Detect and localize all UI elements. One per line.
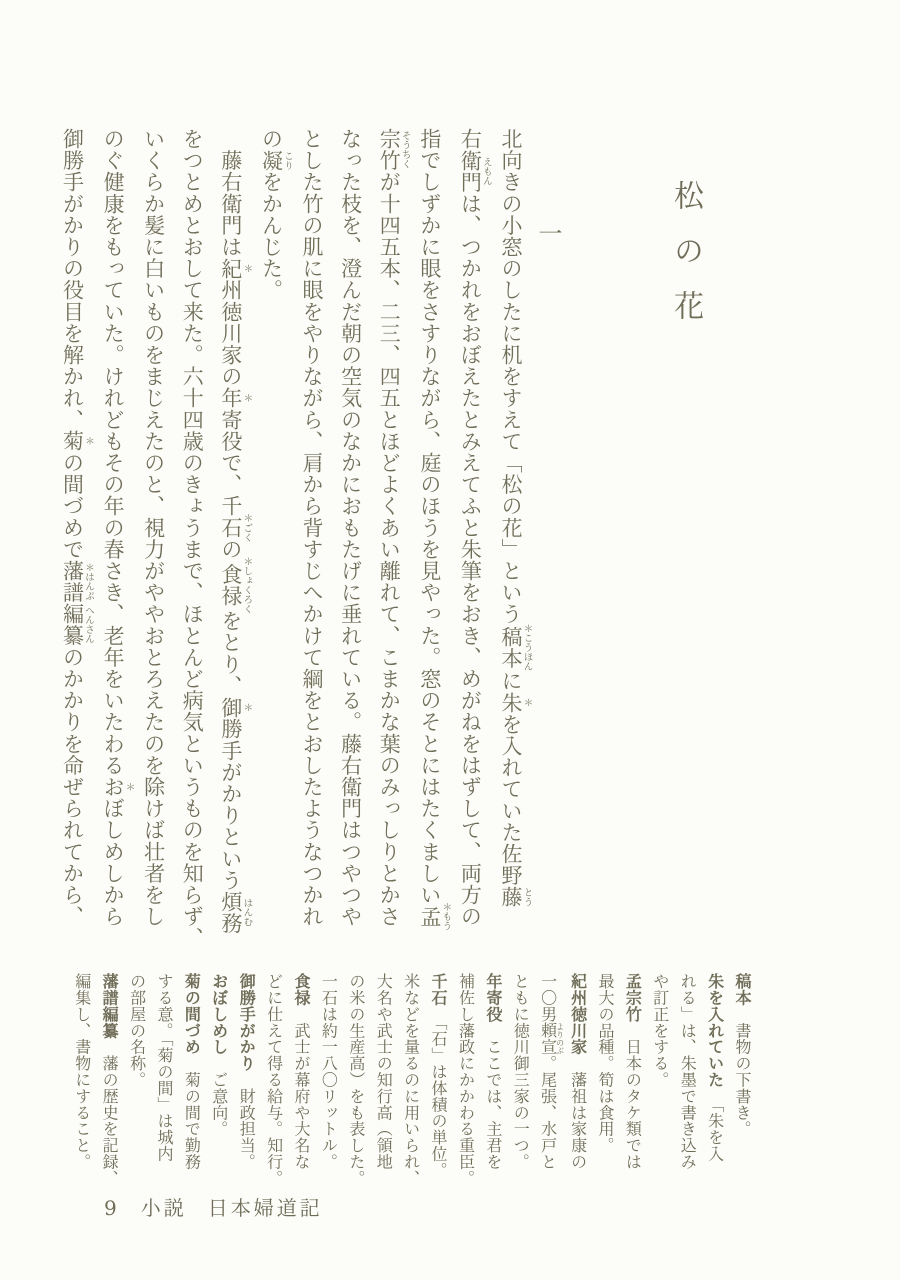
glossary-line: 御勝手がかり 財政担当。	[237, 973, 257, 1170]
glossary-line: 編集し、書物にすること。	[72, 973, 92, 1170]
glossary-line: の米の生産高）をも表した。	[346, 973, 366, 1187]
ruby-annotated-word: 頼宣よりのぶ	[538, 1022, 565, 1056]
glossary-line: 米などを量るのに用いられ、	[401, 973, 421, 1187]
footer-genre: 小説	[140, 1196, 187, 1220]
glossary-term: 食禄	[292, 973, 311, 1006]
glossary-line: 食禄 武士が幕府や大名な	[292, 973, 311, 1170]
body-text-line: の凝こりをかんじた。	[259, 128, 293, 301]
ruby-annotated-word: 藩譜＊はんぷ	[60, 560, 94, 604]
footer-book-title: 日本婦道記	[207, 1196, 323, 1220]
body-text-line: とした竹の肌に眼をやりながら、肩から背すじへかけて綱をとおしたようなつかれ	[300, 128, 325, 928]
glossary-line: 最大の品種。筍は食用。	[595, 973, 615, 1154]
glossary-line: ともに徳川御三家の一つ。	[511, 973, 531, 1170]
glossary-term: 千石	[429, 973, 449, 1006]
ruby-annotated-word: 衛門えもん	[458, 149, 492, 193]
ruby-annotated-word: 宗竹そうちく	[377, 128, 411, 172]
glossary-line: する意。「菊の間」は城内	[154, 973, 174, 1162]
ruby-annotated-word: 稿本＊こうほん	[499, 623, 533, 672]
body-text	[53, 128, 532, 984]
body-text-line: 右衛門えもんは、つかれをおぼえたとみえてふと朱筆をおき、めがねをはずして、両方の	[458, 128, 492, 928]
ruby-annotated-word: 藤とう	[499, 886, 533, 908]
ruby-annotated-word: 年＊	[218, 387, 253, 409]
page-number: 9	[104, 1196, 120, 1220]
glossary-notes	[68, 973, 756, 1195]
glossary-line: どに仕えて得る給与。知行。	[264, 973, 284, 1187]
chapter-number: 一	[534, 221, 562, 245]
glossary-line: 大名や武士の知行高（領地	[374, 973, 394, 1170]
glossary-line: 一石は約一八〇リットル。	[319, 973, 339, 1170]
glossary-line: や訂正をする。	[650, 973, 670, 1088]
body-text-line: 宗竹そうちくが十四五本、二三、四五とほどよくあい離れて、こまかな葉のみっしりとかさ	[377, 128, 411, 928]
glossary-line: れる」は、朱墨で書き込み	[678, 973, 698, 1170]
glossary-line: おぼしめし ご意向。	[209, 973, 229, 1137]
page-footer	[104, 1192, 323, 1221]
glossary-line: 千石 「石」は体積の単位。	[429, 973, 449, 1179]
glossary-line: 紀州徳川家 藩祖は家康の	[568, 973, 588, 1170]
glossary-line: 孟宗竹 日本のタケ類では	[623, 973, 643, 1170]
glossary-term: 年寄役	[483, 973, 503, 1023]
glossary-line: の部屋の名称。	[127, 973, 147, 1088]
body-text-line: のぐ健康をもっていた。けれどもその年の春さき、老年をいたわるお＊ぼしめしから	[101, 128, 135, 928]
ruby-annotated-word: 菊＊	[60, 430, 94, 453]
glossary-term: 藩譜編纂	[100, 973, 120, 1039]
body-text-line: をつとめとおして来た。六十四歳のきょうまで、ほとんど病気というものを知らず、	[180, 128, 205, 949]
body-text-line: 藤右衛門は紀＊州徳川家の年＊寄役で、千石＊ごくの食禄＊しょくろくをとり、御＊勝手がかりという煩務はんむ	[218, 128, 253, 935]
body-text-line: いくらか髪に白いものをまじえたのと、視力がややおとろえたのを除けば壮者をし	[141, 128, 166, 928]
body-text-line: 北向きの小窓のしたに机をすえて「松の花」という稿本＊こうほんに朱＊を入れていた佐野藤とう	[499, 128, 533, 908]
glossary-term: 紀州徳川家	[568, 973, 588, 1055]
glossary-term: 稿本	[733, 973, 752, 1006]
ruby-annotated-word: 食禄＊しょくろく	[218, 556, 253, 614]
glossary-line: 朱を入れていた 「朱を入	[705, 973, 725, 1162]
glossary-term: 御勝手がかり	[237, 973, 257, 1072]
glossary-term: おぼしめし	[209, 973, 229, 1055]
ruby-annotated-word: 編纂へんさん	[60, 603, 94, 647]
glossary-term: 菊の間づめ	[182, 973, 202, 1055]
ruby-annotated-word: 煩務はんむ	[218, 890, 253, 935]
glossary-line: 菊の間づめ 菊の間で勤務	[182, 973, 202, 1170]
body-text-line: 御勝手がかりの役目を解かれ、菊＊の間づめで藩譜＊はんぷ編纂へんさんのかかりを命ぜられてから、	[60, 128, 94, 928]
ruby-annotated-word: 朱＊	[499, 691, 533, 714]
ruby-annotated-word: 凝こり	[259, 149, 293, 172]
glossary-line: 補佐し藩政にかかわる重臣。	[456, 973, 476, 1187]
body-text-line: 指でしずかに眼をさすりながら、庭のほうを見やった。窓のそとにはたくましい孟＊もう	[417, 128, 452, 931]
glossary-line: 藩譜編纂 藩の歴史を記録、	[100, 973, 120, 1187]
glossary-line: 稿本 書物の下書き。	[733, 973, 752, 1138]
body-text-line: なった枝を、澄んだ朝の空気のなかにおもたげに垂れている。藤右衛門はつやつや	[338, 128, 363, 928]
glossary-line: 一〇男頼宣よりのぶ。尾張、水戸と	[538, 973, 565, 1170]
glossary-term: 孟宗竹	[623, 973, 643, 1023]
glossary-term: 朱を入れていた	[705, 973, 725, 1088]
ruby-annotated-word: 孟＊もう	[417, 902, 452, 931]
story-title: 松の花	[668, 180, 703, 345]
ruby-annotated-word: 石＊ごく	[218, 513, 253, 542]
ruby-annotated-word: お＊	[101, 776, 135, 798]
ruby-annotated-word: 紀＊	[218, 257, 253, 280]
ruby-annotated-word: 御＊	[218, 696, 253, 719]
glossary-line: 年寄役 ここでは、主君を	[483, 973, 503, 1170]
